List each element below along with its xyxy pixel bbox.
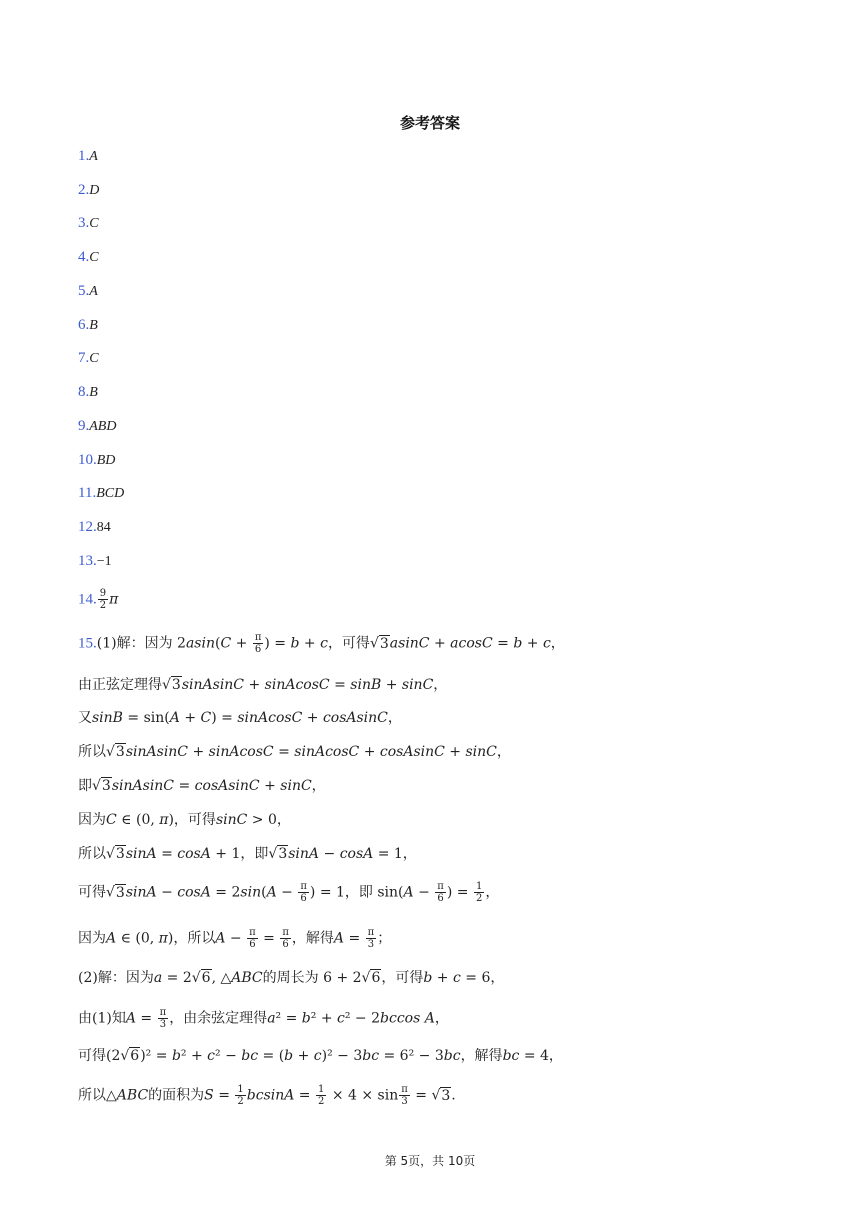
solution-15-line-5: 即√3sinAsinC = cosAsinC + sinC， [78,778,326,794]
solution-15-line-11: 由(1)知A = $\frac{\pi}{3}$ ，由余弦定理得a² = b² + c² − 2bccos A， [78,1007,449,1030]
answer-9: 9.ABD [78,418,117,434]
answer-14: 14. $\frac{9}{2}$ π [78,588,119,611]
answer-1: 1.A [78,148,98,164]
solution-15-line-2: 由正弦定理得√3sinAsinC + sinAcosC = sinB + sinC， [78,677,448,693]
solution-15-line-7: 所以√3sinA = cosA + 1，即√3sinA − cosA = 1， [78,846,417,862]
page-footer: 第 5页，共 10页 [384,1154,476,1168]
solution-15-line-9: 因为A ∈ (0, π)，所以A − $\frac{\pi}{6}$ = $\frac{\pi}{6}$ ，解得A = $\frac{\pi}{3}$ ； [78,927,392,950]
answer-5: 5.A [78,283,98,299]
answer-7: 7.C [78,350,99,366]
answer-13: 13.−1 [78,553,112,569]
answer-10: 10.BD [78,452,116,468]
solution-15-line-12: 可得(2√6)² = b² + c² − bc = (b + c)² − 3bc = 6² − 3bc，解得bc = 4， [78,1048,563,1064]
solution-15-line-10: (2)解：因为a = 2√6, △ABC的周长为 6 + 2√6，可得b + c = 6， [78,970,505,986]
answer-11: 11.BCD [78,485,125,501]
solution-15-line-4: 所以√3sinAsinC + sinAcosC = sinAcosC + cosAsinC + sinC， [78,744,511,760]
page-title: 参考答案 [399,114,460,132]
answer-6: 6.B [78,317,98,333]
answer-3: 3.C [78,215,99,231]
answer-2: 2.D [78,182,100,198]
solution-15-line-1: 15.(1)解：因为 2asin(C + $\frac{\pi}{6}$ ) = b + c，可得√3asinC + acosC = b + c， [78,632,565,655]
solution-15-line-6: 因为C ∈ (0, π)，可得sinC > 0， [78,812,291,828]
answer-8: 8.B [78,384,98,400]
answer-4: 4.C [78,249,99,265]
solution-15-line-13: 所以△ABC的面积为S = $\frac{1}{2}$ bcsinA = $\frac{1}{2}$ × 4 × sin $\frac{\pi}{3}$ = √3. [78,1084,456,1107]
answer-12: 12.84 [78,519,111,535]
solution-15-line-8: 可得√3sinA − cosA = 2sin(A − $\frac{\pi}{6}$ ) = 1，即 sin(A − $\frac{\pi}{6}$ ) = $\frac{1}{2}$ ， [78,881,500,904]
solution-15-line-3: 又sinB = sin(A + C) = sinAcosC + cosAsinC， [78,710,402,726]
